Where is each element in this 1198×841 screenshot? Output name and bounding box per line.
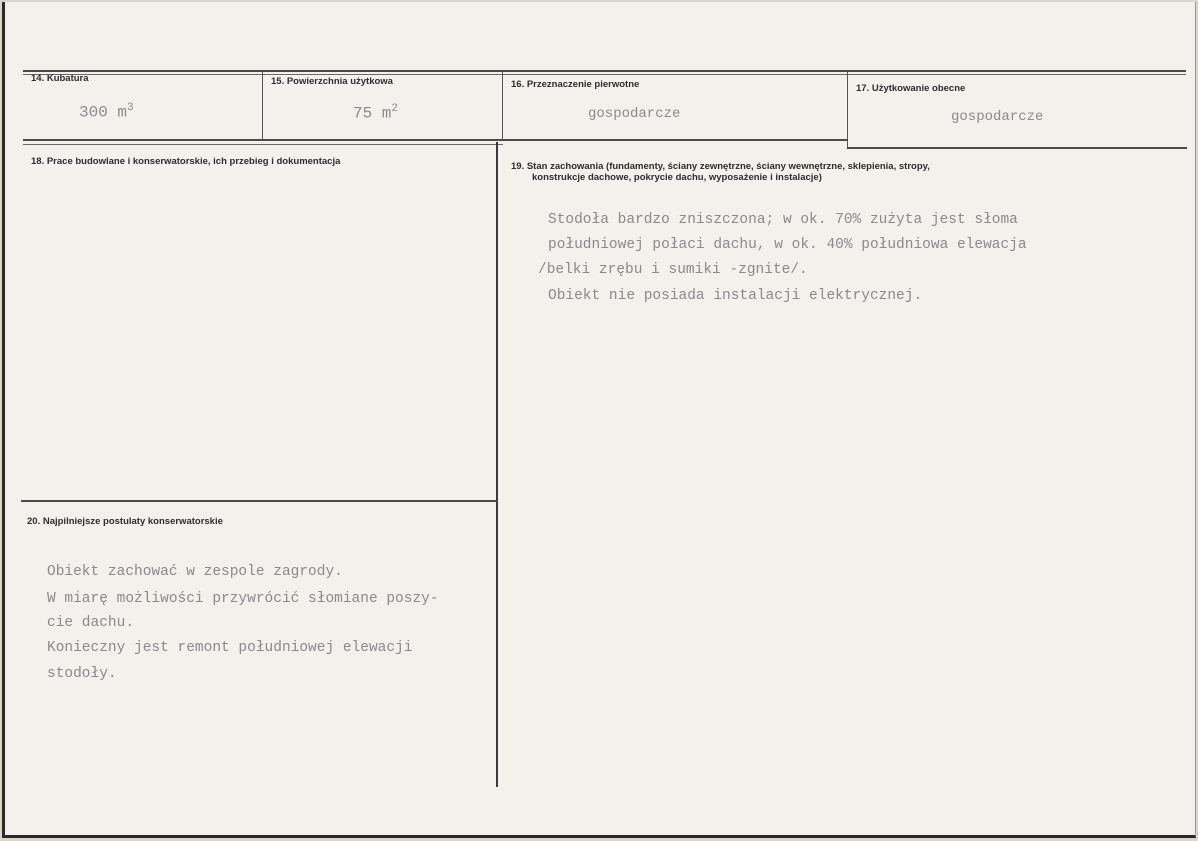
field-19-text-line-4: Obiekt nie posiada instalacji elektrycznej. — [548, 288, 923, 304]
field-17-value: gospodarcze — [951, 109, 1044, 125]
field-20-text-line-5: stodoły. — [47, 666, 117, 682]
row2-top-rule — [23, 144, 503, 145]
field-18-label: 18. Prace budowlane i konserwatorskie, ich przebieg i dokumentacja — [31, 156, 341, 167]
field-19-label-line1: 19. Stan zachowania (fundamenty, ściany zewnętrzne, ściany wewnętrzne, sklepienia, stropy, — [511, 161, 930, 172]
field-19-label-line2: konstrukcje dachowe, pokrycie dachu, wyposażenie i instalacje) — [532, 172, 822, 183]
field-17-label: 17. Użytkowanie obecne — [856, 83, 966, 94]
top-rule-sub — [23, 74, 1186, 75]
row1-bottom-rule — [23, 139, 848, 141]
field-14-label: 14. Kubatura — [31, 73, 89, 84]
field-15-value: 75 $m^2$ — [353, 103, 399, 123]
divider-14-15 — [262, 72, 263, 140]
divider-center — [496, 142, 498, 787]
field-15-label: 15. Powierzchnia użytkowa — [271, 76, 393, 87]
field-19-text-line-2: południowej połaci dachu, w ok. 40% południowa elewacja — [548, 237, 1027, 253]
divider-16-17 — [847, 72, 848, 148]
divider-15-16 — [502, 72, 503, 140]
field-20-text-line-2: W miarę możliwości przywrócić słomiane poszy- — [47, 591, 439, 607]
field-20-top-rule — [21, 500, 498, 502]
field-20-text-line-1: Obiekt zachować w zespole zagrody. — [47, 564, 343, 580]
field-16-label: 16. Przeznaczenie pierwotne — [511, 79, 640, 90]
field-20-text-line-3: cie dachu. — [47, 615, 135, 631]
field-20-text-line-4: Konieczny jest remont południowej elewacji — [47, 640, 413, 656]
top-rule — [23, 70, 1186, 72]
record-card — [2, 2, 1196, 838]
field-19-text-line-3: /belki zrębu i sumiki -zgnite/. — [538, 262, 808, 278]
field-14-value: 300 $m^3$ — [79, 102, 134, 122]
field-16-value: gospodarcze — [588, 106, 681, 122]
row1-bottom-rule-right — [847, 147, 1187, 149]
field-20-label: 20. Najpilniejsze postulaty konserwatorskie — [27, 516, 223, 527]
field-19-text-line-1: Stodoła bardzo zniszczona; w ok. 70% zużyta jest słoma — [548, 212, 1018, 228]
